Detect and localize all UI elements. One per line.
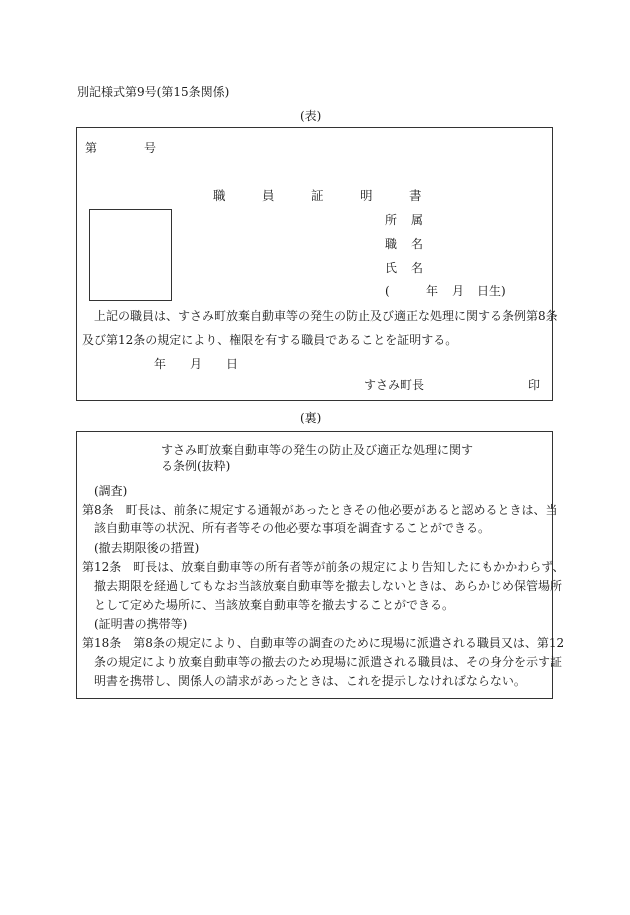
statement-line-1: 上記の職員は、すさみ町放棄自動車等の発生の防止及び適正な処理に関する条例第8条 [94,309,558,323]
front-section-label: (表) [300,109,322,123]
article-text-line: 第12条 町長は、放棄自動車等の所有者等が前条の規定により告知したにもかかわらず、 [82,560,565,574]
excerpt-title-line-2: る条例(抜粋) [161,459,231,473]
label-char: 名 [410,261,423,275]
article-text-line: 第8条 町長は、前条に規定する通報があったときその他必要があると認めるときは、当 [82,503,558,517]
date-year-label: 年 [154,357,167,371]
number-suffix: 号 [144,141,157,155]
article-text-line: として定めた場所に、当該放棄自動車等を撤去することができる。 [94,598,455,612]
title-char: 書 [409,188,422,203]
label-char: 氏 [385,261,398,275]
article-heading: (調査) [94,484,128,498]
title-char: 明 [360,188,373,203]
article-text-line: 明書を携帯し、関係人の請求があったときは、これを提示しなければならない。 [94,674,526,688]
name-label [385,262,423,274]
label-char: 属 [410,213,423,227]
title-char: 職 [213,188,226,203]
article-text-line: 撤去期限を経過してもなお当該放棄自動車等を撤去しないときは、あらかじめ保管場所 [94,579,563,593]
number-prefix: 第 [85,141,98,155]
article-heading: (撤去期限後の措置) [94,541,200,555]
label-char: 職 [385,237,398,251]
photo-frame [89,209,172,301]
label-char: 所 [385,213,398,227]
date-month-label: 月 [190,357,203,371]
date-day-label: 日 [226,357,239,371]
excerpt-title-line-1: すさみ町放棄自動車等の発生の防止及び適正な処理に関す [161,443,474,457]
birth-year-label: 年 [426,284,439,298]
seal-mark: 印 [528,378,541,392]
form-label: 別記様式第9号(第15条関係) [77,85,230,99]
affiliation-label [385,214,423,226]
certificate-back [76,431,565,699]
label-char: 名 [410,237,423,251]
certificate-front [76,127,558,401]
issuer: すさみ町長 [364,378,425,392]
statement-line-2: 及び第12条の規定により、権限を有する職員であることを証明する。 [82,333,458,347]
title-char: 員 [262,188,275,203]
article-heading: (証明書の携帯等) [94,617,188,631]
article-text-line: 条の規定により放棄自動車等の撤去のため現場に派遣される職員は、その身分を示す証 [94,655,563,669]
article-text-line: 該自動車等の状況、所有者等その他必要な事項を調査することができる。 [94,521,491,535]
article-text-line: 第18条 第8条の規定により、自動車等の調査のために現場に派遣される職員又は、第12 [82,636,565,650]
birth-open-paren: ( [385,284,390,298]
birth-day-label: 日生) [477,284,506,298]
back-section-label: (裏) [300,411,322,425]
title-char: 証 [311,188,324,203]
position-label [385,238,423,250]
birth-month-label: 月 [452,284,465,298]
